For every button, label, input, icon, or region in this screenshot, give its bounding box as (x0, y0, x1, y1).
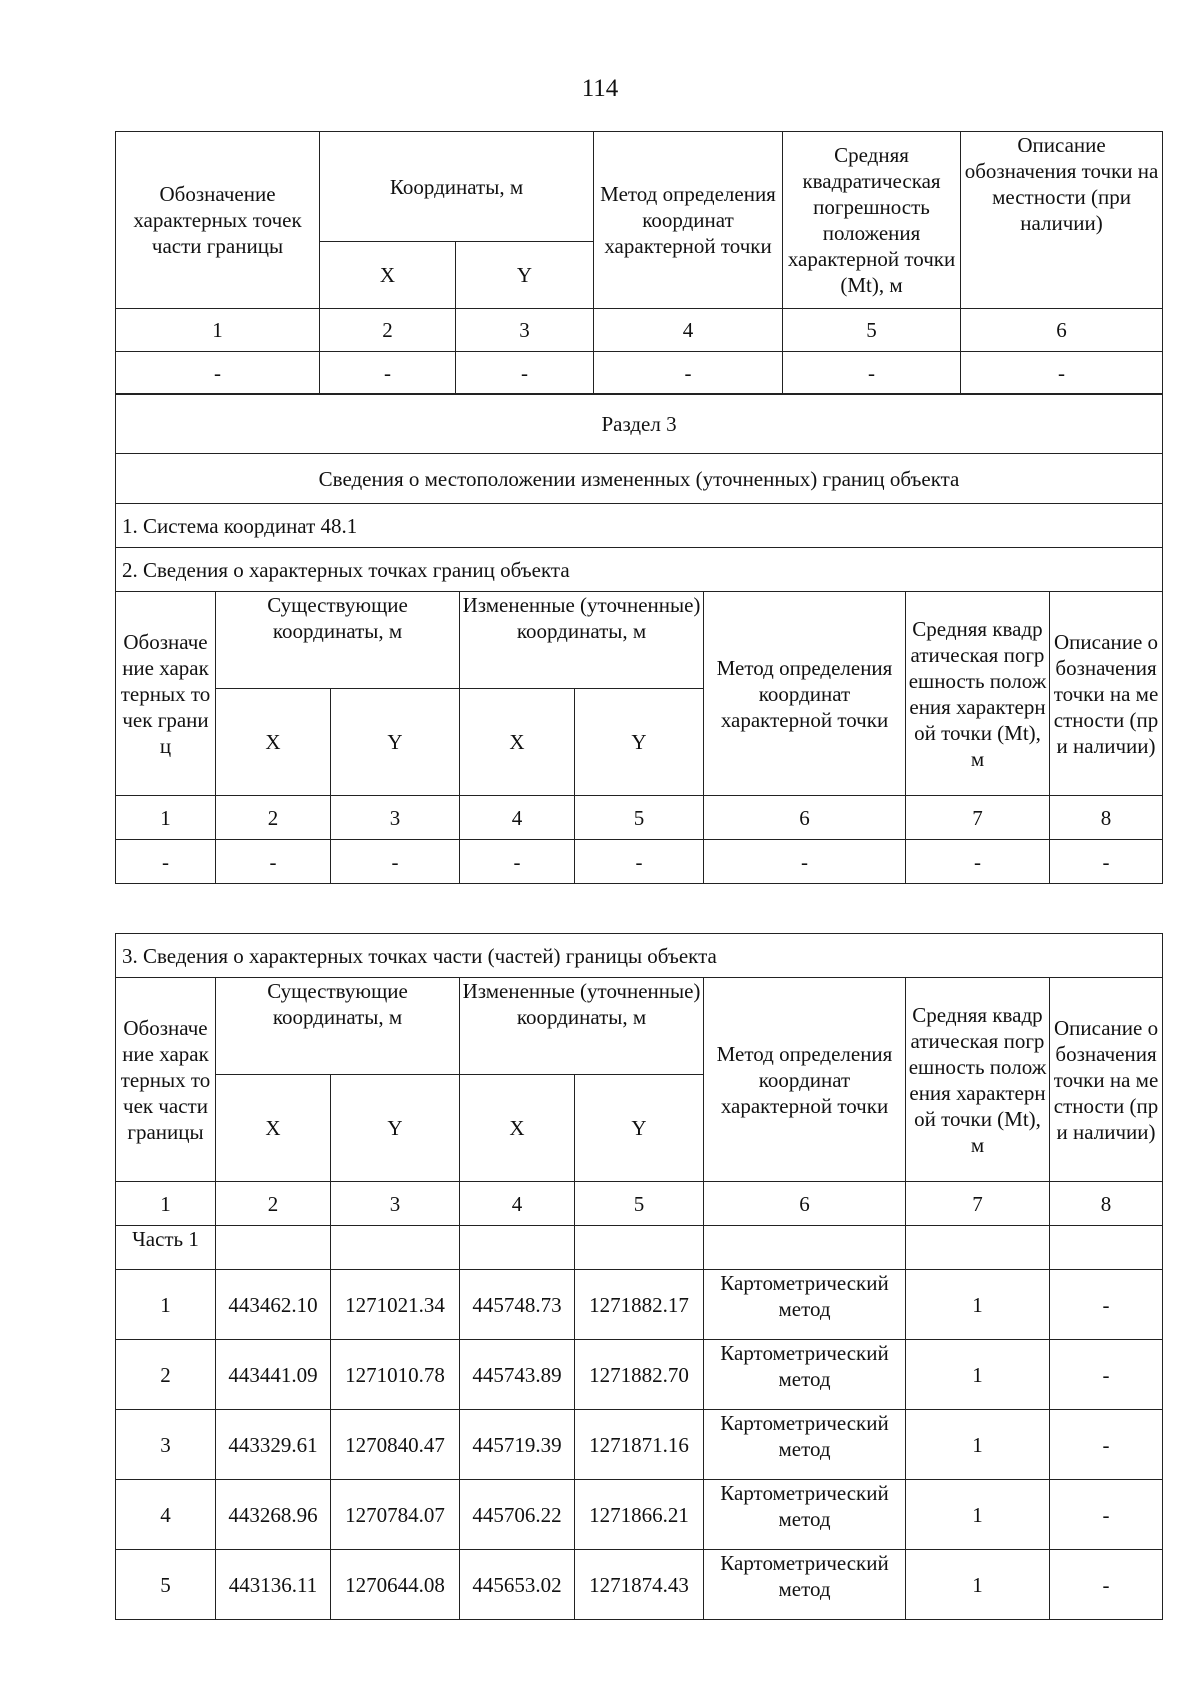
empty-cell: - (961, 352, 1163, 395)
part-boundary-points-table (115, 131, 1163, 395)
header-point-description: Описание обозначения точки на местности (при наличии) (1050, 978, 1163, 1182)
method-cell: Картометрический метод (704, 1550, 906, 1620)
mean-error-cell: 1 (906, 1340, 1050, 1410)
column-number: 4 (460, 796, 575, 840)
header-point-designation: Обозначение характерных точек границ (116, 592, 216, 796)
changed-y: 1271882.70 (575, 1340, 704, 1410)
method-cell: Картометрический метод (704, 1340, 906, 1410)
header-point-description: Описание обозначения точки на местности (при наличии) (1050, 592, 1163, 796)
empty-cell: - (906, 840, 1050, 884)
point-number: 1 (116, 1270, 216, 1340)
column-number: 4 (594, 309, 783, 352)
existing-x: 443136.11 (216, 1550, 331, 1620)
method-cell: Картометрический метод (704, 1270, 906, 1340)
empty-cell: - (704, 840, 906, 884)
table-row (116, 1270, 1163, 1340)
existing-x: 443268.96 (216, 1480, 331, 1550)
point-number: 2 (116, 1340, 216, 1410)
column-number: 7 (906, 796, 1050, 840)
column-number: 5 (783, 309, 961, 352)
column-number: 6 (704, 1182, 906, 1226)
empty-cell: - (116, 352, 320, 395)
blank-cell (1050, 1226, 1163, 1270)
object-boundary-points-table (115, 393, 1163, 884)
header-x-existing: X (216, 689, 331, 796)
description-cell: - (1050, 1550, 1163, 1620)
part-label-row (116, 1226, 1163, 1270)
empty-cell: - (783, 352, 961, 395)
column-number: 3 (456, 309, 594, 352)
header-existing-coordinates: Существующие координаты, м (216, 978, 460, 1075)
header-x: X (320, 242, 456, 309)
column-number-row (116, 796, 1163, 840)
column-number: 5 (575, 796, 704, 840)
column-number: 1 (116, 796, 216, 840)
existing-x: 443462.10 (216, 1270, 331, 1340)
description-cell: - (1050, 1480, 1163, 1550)
changed-x: 445653.02 (460, 1550, 575, 1620)
header-mean-error: Средняя квадратическая погрешность положения характерной точки (Mt), м (906, 978, 1050, 1182)
empty-row (116, 352, 1163, 395)
column-number: 1 (116, 309, 320, 352)
blank-cell (216, 1226, 331, 1270)
table-row (116, 1480, 1163, 1550)
header-method: Метод определения координат характерной точки (594, 132, 783, 309)
empty-cell: - (575, 840, 704, 884)
column-number: 7 (906, 1182, 1050, 1226)
empty-cell: - (594, 352, 783, 395)
column-number: 5 (575, 1182, 704, 1226)
header-y-existing: Y (331, 689, 460, 796)
column-number-row (116, 309, 1163, 352)
empty-row (116, 840, 1163, 884)
column-number: 6 (961, 309, 1163, 352)
point-number: 5 (116, 1550, 216, 1620)
changed-y: 1271874.43 (575, 1550, 704, 1620)
empty-cell: - (460, 840, 575, 884)
column-number: 2 (216, 1182, 331, 1226)
description-cell: - (1050, 1270, 1163, 1340)
existing-y: 1270840.47 (331, 1410, 460, 1480)
existing-y: 1270784.07 (331, 1480, 460, 1550)
header-mean-error: Средняя квадратическая погрешность положения характерной точки (Mt), м (783, 132, 961, 309)
header-y: Y (456, 242, 594, 309)
changed-x: 445706.22 (460, 1480, 575, 1550)
blank-cell (331, 1226, 460, 1270)
existing-y: 1270644.08 (331, 1550, 460, 1620)
points-section-title: 2. Сведения о характерных точках границ объекта (116, 548, 1163, 592)
point-number: 4 (116, 1480, 216, 1550)
method-cell: Картометрический метод (704, 1410, 906, 1480)
coordinate-system: 1. Система координат 48.1 (116, 504, 1163, 548)
changed-y: 1271866.21 (575, 1480, 704, 1550)
column-number: 8 (1050, 796, 1163, 840)
column-number: 6 (704, 796, 906, 840)
mean-error-cell: 1 (906, 1410, 1050, 1480)
header-existing-coordinates: Существующие координаты, м (216, 592, 460, 689)
header-y-changed: Y (575, 689, 704, 796)
header-coordinates: Координаты, м (320, 132, 594, 242)
changed-y: 1271871.16 (575, 1410, 704, 1480)
empty-cell: - (320, 352, 456, 395)
empty-cell: - (331, 840, 460, 884)
table-row (116, 1550, 1163, 1620)
table-row (116, 1340, 1163, 1410)
column-number: 1 (116, 1182, 216, 1226)
column-number: 2 (320, 309, 456, 352)
mean-error-cell: 1 (906, 1480, 1050, 1550)
point-number: 3 (116, 1410, 216, 1480)
changed-x: 445719.39 (460, 1410, 575, 1480)
blank-cell (704, 1226, 906, 1270)
header-y-existing: Y (331, 1075, 460, 1182)
header-method: Метод определения координат характерной точки (704, 592, 906, 796)
existing-x: 443441.09 (216, 1340, 331, 1410)
empty-cell: - (116, 840, 216, 884)
header-x-changed: X (460, 689, 575, 796)
description-cell: - (1050, 1410, 1163, 1480)
changed-x: 445748.73 (460, 1270, 575, 1340)
blank-cell (906, 1226, 1050, 1270)
method-cell: Картометрический метод (704, 1480, 906, 1550)
empty-cell: - (216, 840, 331, 884)
changed-y: 1271882.17 (575, 1270, 704, 1340)
mean-error-cell: 1 (906, 1550, 1050, 1620)
header-changed-coordinates: Измененные (уточненные) координаты, м (460, 592, 704, 689)
part-points-table (115, 933, 1163, 1620)
description-cell: - (1050, 1340, 1163, 1410)
column-number: 3 (331, 796, 460, 840)
column-number: 2 (216, 796, 331, 840)
part-label: Часть 1 (116, 1226, 216, 1270)
header-point-designation: Обозначение характерных точек части границы (116, 978, 216, 1182)
header-y-changed: Y (575, 1075, 704, 1182)
changed-x: 445743.89 (460, 1340, 575, 1410)
existing-y: 1271021.34 (331, 1270, 460, 1340)
empty-cell: - (1050, 840, 1163, 884)
header-mean-error: Средняя квадратическая погрешность положения характерной точки (Mt), м (906, 592, 1050, 796)
column-number: 8 (1050, 1182, 1163, 1226)
section-title: Раздел 3 (116, 394, 1163, 454)
header-method: Метод определения координат характерной точки (704, 978, 906, 1182)
column-number: 4 (460, 1182, 575, 1226)
existing-y: 1271010.78 (331, 1340, 460, 1410)
header-point-description: Описание обозначения точки на местности (при наличии) (961, 132, 1163, 309)
section-subtitle: Сведения о местоположении измененных (уточненных) границ объекта (116, 454, 1163, 504)
column-number-row (116, 1182, 1163, 1226)
mean-error-cell: 1 (906, 1270, 1050, 1340)
page-number: 114 (581, 75, 619, 102)
empty-cell: - (456, 352, 594, 395)
table-row (116, 1410, 1163, 1480)
header-x-changed: X (460, 1075, 575, 1182)
blank-cell (460, 1226, 575, 1270)
column-number: 3 (331, 1182, 460, 1226)
part-points-title: 3. Сведения о характерных точках части (частей) границы объекта (116, 934, 1163, 978)
header-point-designation: Обозначение характерных точек части границы (116, 132, 320, 309)
existing-x: 443329.61 (216, 1410, 331, 1480)
header-changed-coordinates: Измененные (уточненные) координаты, м (460, 978, 704, 1075)
header-x-existing: X (216, 1075, 331, 1182)
blank-cell (575, 1226, 704, 1270)
